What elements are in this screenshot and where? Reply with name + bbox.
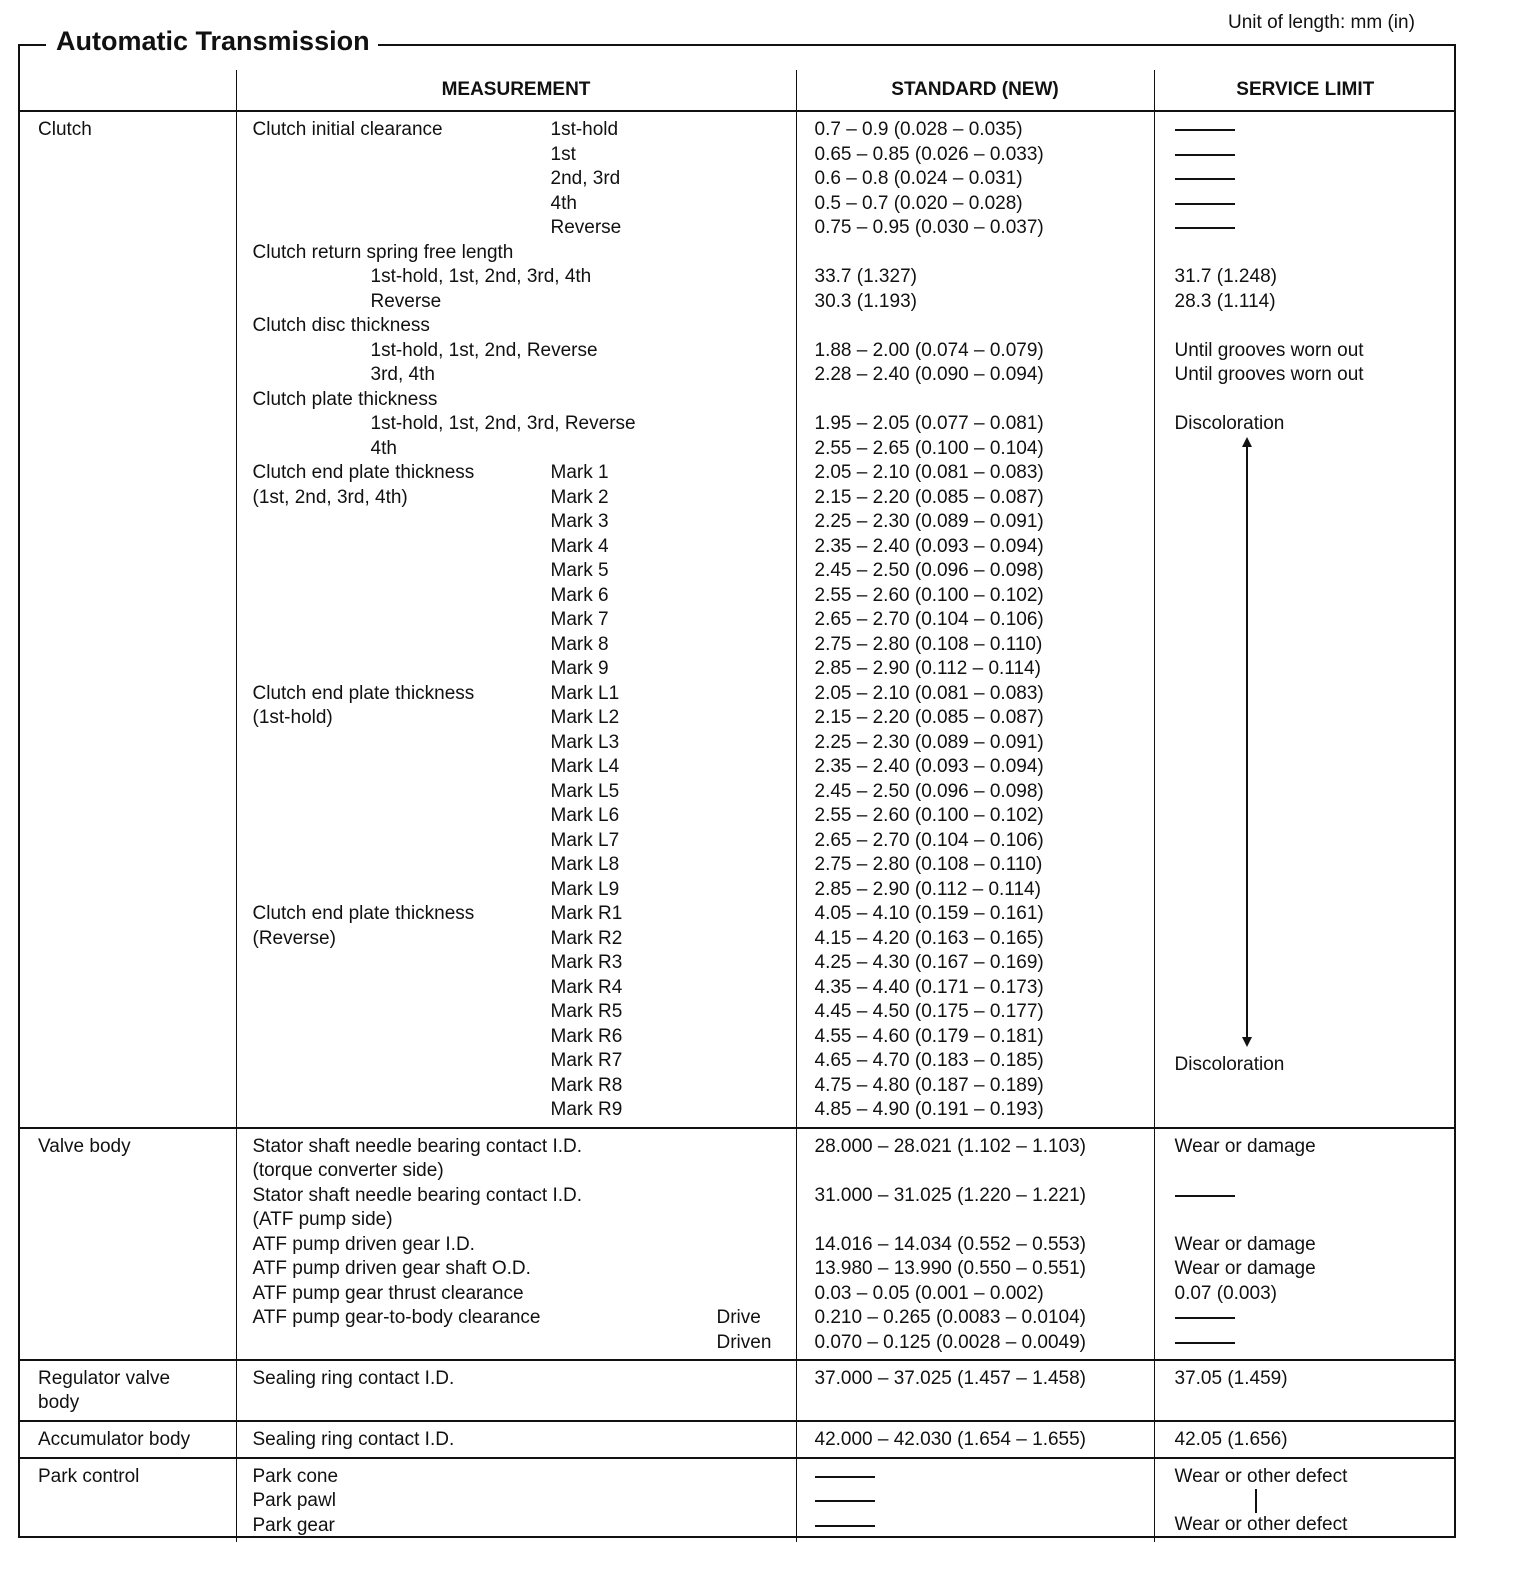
std-value: 1.95 – 2.05 (0.077 – 0.081) [814,413,1044,434]
clutch-disc-item: 1st-hold, 1st, 2nd, Reverse [370,339,598,361]
std-value: 2.35 – 2.40 (0.093 – 0.094) [814,756,1044,777]
clutch-initial-label: Clutch initial clearance [252,119,443,140]
limit-value: Wear or other defect [1174,1465,1348,1487]
mark-item: Mark 6 [550,584,609,606]
park-meas: Park pawl [252,1490,336,1511]
std-value: 2.25 – 2.30 (0.089 – 0.091) [814,731,1044,753]
limit-value: Wear or damage [1174,1135,1316,1157]
park-range-arrow [1175,1489,1457,1513]
park-section [18,1458,1456,1543]
no-standard-dash [815,1476,875,1478]
mark-item: Mark R8 [550,1074,623,1096]
limit-value: Wear or other defect [1174,1514,1348,1535]
std-value: 2.28 – 2.40 (0.090 – 0.094) [814,364,1044,385]
clutch-measurements [236,111,796,1128]
valve-meas: ATF pump gear thrust clearance [252,1282,524,1304]
std-value: 0.65 – 0.85 (0.026 – 0.033) [814,143,1044,165]
std-value: 0.7 – 0.9 (0.028 – 0.035) [814,119,1023,140]
valve-meas: (ATF pump side) [252,1209,393,1230]
mark-item: Mark L6 [550,805,620,826]
header-service-limit: SERVICE LIMIT [1154,70,1456,111]
no-limit-dash [1175,1195,1235,1197]
limit-value: Until grooves worn out [1174,339,1364,361]
std-value: 30.3 (1.193) [814,290,917,312]
park-meas: Park cone [252,1465,339,1487]
no-standard-dash [815,1525,875,1527]
std-value: 1.88 – 2.00 (0.074 – 0.079) [814,339,1044,361]
std-value: 4.05 – 4.10 (0.159 – 0.161) [814,903,1044,924]
std-value: 4.65 – 4.70 (0.183 – 0.185) [814,1050,1044,1071]
mark-item: Mark 2 [550,486,609,508]
no-limit-dash [1175,1342,1235,1344]
drive-label: Drive [716,1307,761,1328]
mark-item: Mark L5 [550,780,620,802]
mark-item: Mark R4 [550,976,623,998]
limit-value: 42.05 (1.656) [1174,1429,1288,1450]
mark-item: Mark 5 [550,560,609,581]
mark-item: Mark L1 [550,682,620,704]
std-value: 2.85 – 2.90 (0.112 – 0.114) [814,658,1041,679]
regulator-section [18,1360,1456,1421]
valve-meas: ATF pump driven gear shaft O.D. [252,1258,531,1279]
clutch-disc-label: Clutch disc thickness [252,315,430,336]
limit-discoloration-top: Discoloration [1174,413,1285,434]
mark-item: Mark L9 [550,878,620,900]
std-value: 2.55 – 2.60 (0.100 – 0.102) [814,584,1044,606]
std-value: 2.45 – 2.50 (0.096 – 0.098) [814,780,1044,802]
std-value: 4.35 – 4.40 (0.171 – 0.173) [814,976,1044,998]
clutch-initial-item: 1st [550,143,576,165]
accumulator-meas: Sealing ring contact I.D. [252,1429,455,1450]
clutch-initial-item: Reverse [550,217,622,238]
mark-item: Mark L2 [550,707,620,728]
clutch-spring-item: 1st-hold, 1st, 2nd, 3rd, 4th [370,266,592,287]
std-value: 37.000 – 37.025 (1.457 – 1.458) [814,1368,1087,1389]
std-value: 42.000 – 42.030 (1.654 – 1.655) [814,1429,1087,1450]
spec-table [18,70,1456,1542]
end-plate-label: Clutch end plate thickness [252,682,475,704]
limit-value: 28.3 (1.114) [1174,290,1276,312]
regulator-measurement [236,1360,796,1421]
park-limit [1154,1458,1456,1543]
valve-meas: Stator shaft needle bearing contact I.D. [252,1184,583,1206]
clutch-plate-label: Clutch plate thickness [252,388,438,410]
valve-meas: ATF pump driven gear I.D. [252,1233,475,1255]
mark-item: Mark R9 [550,1099,623,1120]
park-category: Park control [18,1458,236,1543]
std-value: 2.25 – 2.30 (0.089 – 0.091) [814,511,1044,532]
end-plate-sub: (Reverse) [252,927,336,949]
std-value: 2.35 – 2.40 (0.093 – 0.094) [814,535,1044,557]
mark-item: Mark R1 [550,903,623,924]
mark-item: Mark L8 [550,854,620,875]
no-limit-dash [1175,178,1235,180]
regulator-category-line2: body [38,1392,80,1413]
accumulator-standard [796,1421,1154,1458]
mark-item: Mark R6 [550,1025,623,1047]
regulator-standard [796,1360,1154,1421]
std-value: 0.6 – 0.8 (0.024 – 0.031) [814,168,1023,189]
clutch-limit [1154,111,1456,1128]
std-value: 2.75 – 2.80 (0.108 – 0.110) [814,633,1043,655]
header-standard: STANDARD (NEW) [796,70,1154,111]
accumulator-category: Accumulator body [18,1421,236,1458]
no-limit-dash [1175,1317,1235,1319]
std-value: 4.25 – 4.30 (0.167 – 0.169) [814,952,1044,973]
valve-meas: ATF pump gear-to-body clearance [252,1307,541,1328]
valve-measurements [236,1128,796,1361]
no-limit-dash [1175,154,1235,156]
std-value: 0.75 – 0.95 (0.030 – 0.037) [814,217,1044,238]
limit-value: Wear or damage [1174,1233,1316,1255]
limit-value: 37.05 (1.459) [1174,1368,1288,1389]
std-value: 4.15 – 4.20 (0.163 – 0.165) [814,927,1044,949]
std-value: 4.45 – 4.50 (0.175 – 0.177) [814,1001,1044,1022]
regulator-category-line1: Regulator valve [38,1368,171,1389]
mark-item: Mark L4 [550,756,620,777]
end-plate-sub: (1st-hold) [252,707,333,728]
std-value: 0.5 – 0.7 (0.020 – 0.028) [814,192,1023,214]
end-plate-label: Clutch end plate thickness [252,903,475,924]
mark-item: Mark L7 [550,829,620,851]
mark-item: Mark 3 [550,511,609,532]
unit-note: Unit of length: mm (in) [1228,12,1415,33]
valve-section [18,1128,1456,1361]
std-value: 2.65 – 2.70 (0.104 – 0.106) [814,829,1044,851]
std-value: 2.55 – 2.65 (0.100 – 0.104) [814,437,1044,459]
arrow-line [1255,1489,1257,1513]
clutch-initial-item: 4th [550,192,577,214]
regulator-limit [1154,1360,1456,1421]
end-plate-sub: (1st, 2nd, 3rd, 4th) [252,486,408,508]
park-standard [796,1458,1154,1543]
std-value: 0.03 – 0.05 (0.001 – 0.002) [814,1282,1044,1304]
limit-value: Wear or damage [1174,1258,1316,1279]
accumulator-measurement [236,1421,796,1458]
mark-item: Mark L3 [550,731,620,753]
header-measurement: MEASUREMENT [236,70,796,111]
std-value: 4.55 – 4.60 (0.179 – 0.181) [814,1025,1044,1047]
clutch-standard [796,111,1154,1128]
mark-item: Mark 1 [550,462,609,483]
std-value: 2.15 – 2.20 (0.085 – 0.087) [814,707,1044,728]
mark-item: Mark R5 [550,1001,623,1022]
no-limit-dash [1175,129,1235,131]
clutch-initial-item: 2nd, 3rd [550,168,621,189]
no-standard-dash [815,1500,875,1502]
clutch-section [18,111,1456,1128]
mark-item: Mark R7 [550,1050,623,1071]
arrow-head-down [1242,1037,1252,1047]
limit-value: 31.7 (1.248) [1174,266,1277,287]
park-measurements [236,1458,796,1543]
std-value: 0.210 – 0.265 (0.0083 – 0.0104) [814,1307,1087,1328]
valve-standard [796,1128,1154,1361]
valve-limit [1154,1128,1456,1361]
std-value: 2.75 – 2.80 (0.108 – 0.110) [814,854,1043,875]
mark-item: Mark 4 [550,535,609,557]
std-value: 13.980 – 13.990 (0.550 – 0.551) [814,1258,1087,1279]
header-row [18,70,1456,111]
clutch-category: Clutch [18,111,236,1128]
no-limit-dash [1175,227,1235,229]
std-value: 2.45 – 2.50 (0.096 – 0.098) [814,560,1044,581]
clutch-disc-item: 3rd, 4th [370,364,435,385]
mark-item: Mark R3 [550,952,623,973]
std-value: 33.7 (1.327) [814,266,917,287]
range-arrow [1175,437,1457,1049]
valve-meas: (torque converter side) [252,1160,444,1181]
std-value: 2.55 – 2.60 (0.100 – 0.102) [814,805,1044,826]
no-limit-dash [1175,203,1235,205]
std-value: 2.05 – 2.10 (0.081 – 0.083) [814,462,1044,483]
accumulator-section [18,1421,1456,1458]
mark-item: Mark 8 [550,633,609,655]
std-value: 0.070 – 0.125 (0.0028 – 0.0049) [814,1331,1087,1353]
mark-item: Mark 9 [550,658,609,679]
valve-category: Valve body [18,1128,236,1361]
mark-item: Mark 7 [550,609,609,630]
mark-item: Mark R2 [550,927,623,949]
std-value: 2.85 – 2.90 (0.112 – 0.114) [814,878,1041,900]
std-value: 2.65 – 2.70 (0.104 – 0.106) [814,609,1044,630]
std-value: 31.000 – 31.025 (1.220 – 1.221) [814,1184,1087,1206]
end-plate-label: Clutch end plate thickness [252,462,475,483]
park-meas: Park gear [252,1514,335,1536]
std-value: 28.000 – 28.021 (1.102 – 1.103) [814,1135,1087,1157]
std-value: 4.85 – 4.90 (0.191 – 0.193) [814,1099,1044,1120]
clutch-plate-item: 1st-hold, 1st, 2nd, 3rd, Reverse [370,413,636,434]
std-value: 2.05 – 2.10 (0.081 – 0.083) [814,682,1044,704]
driven-label: Driven [716,1331,772,1353]
std-value: 4.75 – 4.80 (0.187 – 0.189) [814,1074,1044,1096]
clutch-spring-label: Clutch return spring free length [252,241,514,263]
header-category [18,70,236,111]
arrow-line [1246,445,1248,1041]
clutch-plate-item: 4th [370,437,397,459]
clutch-initial-item: 1st-hold [550,119,619,140]
valve-meas: Stator shaft needle bearing contact I.D. [252,1135,583,1157]
std-value: 2.15 – 2.20 (0.085 – 0.087) [814,486,1044,508]
std-value: 14.016 – 14.034 (0.552 – 0.553) [814,1233,1087,1255]
section-title: Automatic Transmission [46,26,378,57]
regulator-category [18,1360,236,1421]
clutch-spring-item: Reverse [370,290,442,312]
limit-discoloration-bottom: Discoloration [1174,1053,1285,1075]
accumulator-limit [1154,1421,1456,1458]
limit-value: 0.07 (0.003) [1174,1282,1277,1304]
regulator-meas: Sealing ring contact I.D. [252,1368,455,1389]
limit-value: Until grooves worn out [1174,364,1364,385]
